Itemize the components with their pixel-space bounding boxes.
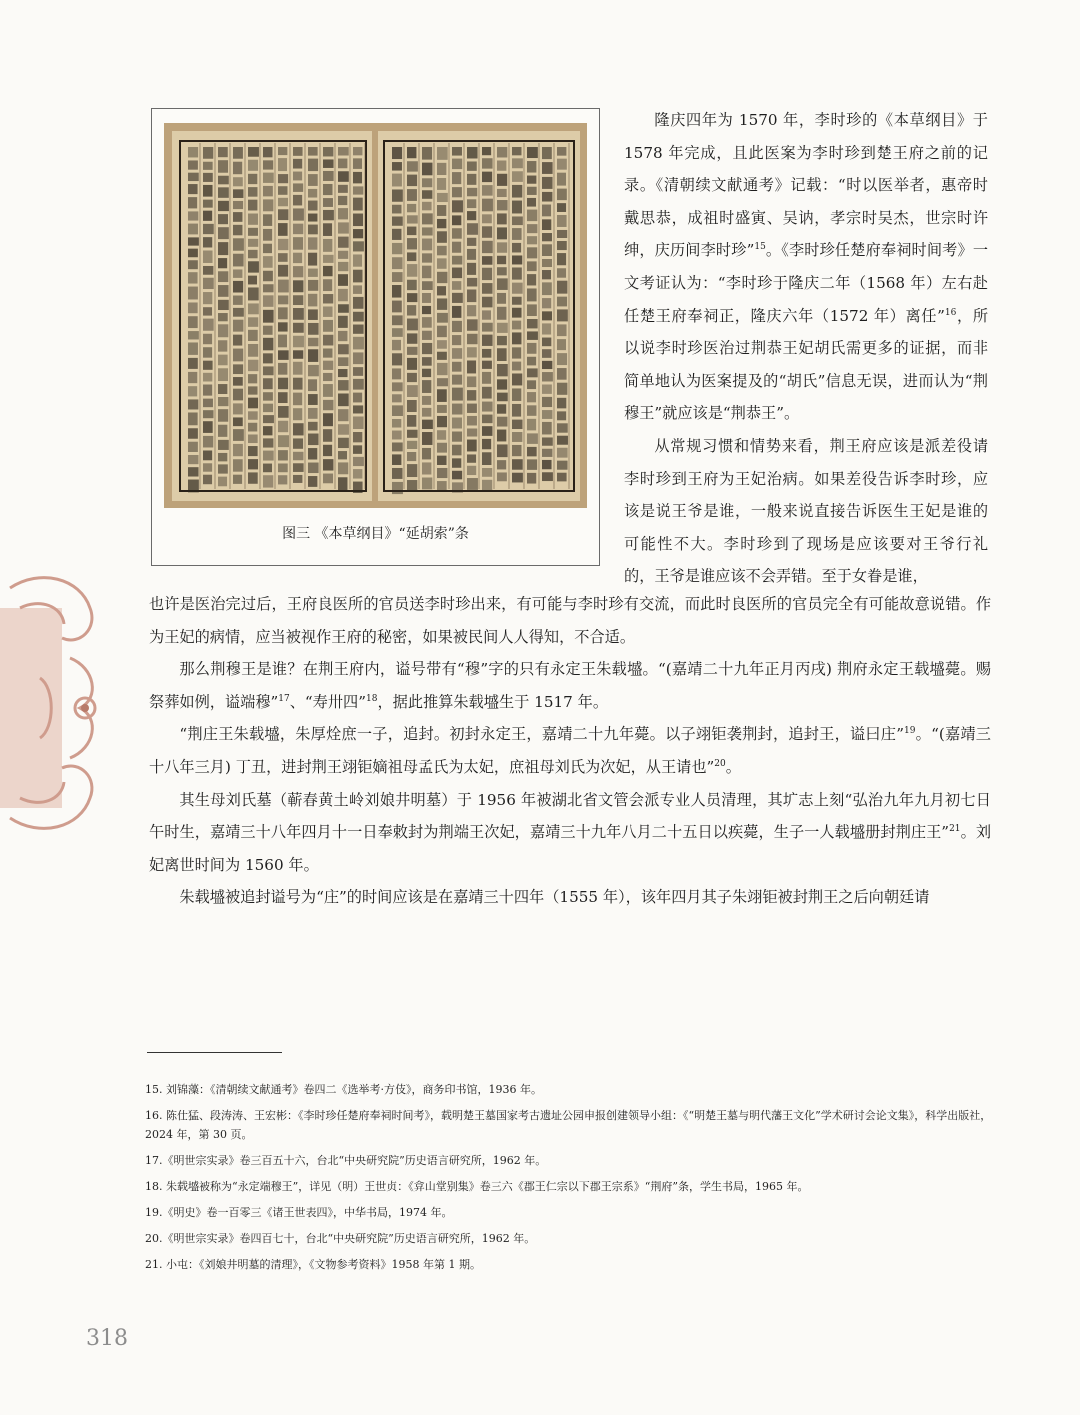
- footnote-ref-19[interactable]: 19: [903, 726, 916, 737]
- side-ornament: [0, 568, 108, 838]
- footnote-19: 19.《明史》卷一百零三《诸王世表四》，中华书局，1974 年。: [145, 1206, 453, 1219]
- paragraph: 也许是医治完过后，王府良医所的官员送李时珍出来，有可能与李时珍有交流，而此时良医所的官员完全有可能故意说错。作为王妃的病情，应当被视作王府的秘密，如果被民间人人得知，不合适。: [149, 595, 991, 646]
- figure: [151, 108, 600, 566]
- footnote-ref-20[interactable]: 20: [714, 758, 726, 769]
- footnote-ref-16[interactable]: 16: [944, 307, 957, 318]
- footnotes: [145, 1080, 1000, 1281]
- paragraph: 朱载墭被追封谥号为“庄”的时间应该是在嘉靖三十四年（1555 年），该年四月其子朱翊钜被封荆王之后向朝廷请: [179, 888, 930, 907]
- paragraph: 其生母刘氏墓（蕲春黄土岭刘娘井明墓）于 1956 年被湖北省文管会派专业人员清理，其圹志上刻“弘治九年九月初七日午时生，嘉靖三十八年四月十一日奉敕封为荆端王次妃，嘉靖三十九年八月二十五日以疾薨，生子一人载墭册封荆庄王”$^{21}$。刘妃离世时间为 1560 年。: [149, 790, 992, 874]
- footnote-21: 21. 小屯：《刘娘井明墓的清理》，《文物参考资料》1958 年第 1 期。: [145, 1258, 481, 1271]
- footnote-16: 16. 陈仕猛、段涛涛、王宏彬：《李时珍任楚府奉祠时间考》，载明楚王墓国家考古遗址公园申报创建领导小组：《“明楚王墓与明代藩王文化”学术研讨会论文集》，科学出版社，2024 年，第 30 页。: [145, 1109, 992, 1141]
- footnote-divider: [147, 1052, 282, 1053]
- book-photo: [164, 123, 587, 508]
- footnote-ref-17[interactable]: 17: [278, 693, 290, 704]
- paragraph: 隆庆四年为 1570 年，李时珍的《本草纲目》于 1578 年完成，且此医案为李时珍到楚王府之前的记录。《清朝续文献通考》记载：“时以医举者，惠帝时戴思恭，成祖时盛寅、吴讷，孝宗时吴杰，世宗时许绅，庆历间李时珍”$^{15}$。《李时珍任楚府奉祠时间考》一文考证认为：“李时珍于隆庆二年（1568 年）左右赴任楚王府奉祠正，隆庆六年（1572 年）离任”$^{16}$，所以说李时珍医治过荆恭王妃胡氏需更多的证据，而非简单地认为医案提及的“胡氏”信息无误，进而认为“荆穆王”就应该是“荆恭王”。: [624, 111, 989, 423]
- footnote-ref-21[interactable]: 21: [949, 824, 961, 835]
- figure-caption: 图三 《本草纲目》“延胡索”条: [282, 526, 469, 542]
- paragraph: 从常规习惯和情势来看，荆王府应该是派差役请李时珍到王府为王妃治病。如果差役告诉李时珍，应该是说王爷是谁，一般来说直接告诉医生王妃是谁的可能性不大。李时珍到了现场是应该要对王爷行礼的，王爷是谁应该不会弄错。至于女眷是谁，: [624, 436, 988, 586]
- footnote-20: 20.《明世宗实录》卷四百七十，台北“中央研究院”历史语言研究所，1962 年。: [145, 1232, 536, 1245]
- page-number: 318: [86, 1326, 128, 1351]
- footnote-17: 17.《明世宗实录》卷三百五十六，台北“中央研究院”历史语言研究所，1962 年。: [145, 1154, 547, 1167]
- footnote-ref-15[interactable]: 15: [754, 242, 766, 253]
- paragraph: “荆庄王朱载墭，朱厚烇庶一子，追封。初封永定王，嘉靖二十九年薨。以子翊钜袭荆封，追封王，谥曰庄”$^{19}$。“(嘉靖三十八年三月) 丁丑，进封荆王翊钜嫡祖母孟氏为太妃，庶祖母刘氏为次妃，从王请也”$^{20}$。: [149, 725, 991, 776]
- right-column-text: [624, 104, 988, 593]
- main-text: [149, 588, 991, 914]
- footnote-ref-18[interactable]: 18: [366, 693, 378, 704]
- paragraph: 那么荆穆王是谁？在荆王府内，谥号带有“穆”字的只有永定王朱载墭。“(嘉靖二十九年正月丙戌) 荆府永定王载墭薨。赐祭葬如例，谥端穆”$^{17}$、“寿卅四”$^{18}$，据此推算朱载墭生于 1517 年。: [149, 660, 991, 711]
- footnote-15: 15. 刘锦藻：《清朝续文献通考》卷四二《选举考·方伎》，商务印书馆，1936 年。: [145, 1083, 542, 1096]
- footnote-18: 18. 朱载墭被称为“永定端穆王”，详见（明）王世贞：《弇山堂别集》卷三六《郡王仁宗以下郡王宗系》“荆府”条，学生书局，1965 年。: [145, 1180, 809, 1193]
